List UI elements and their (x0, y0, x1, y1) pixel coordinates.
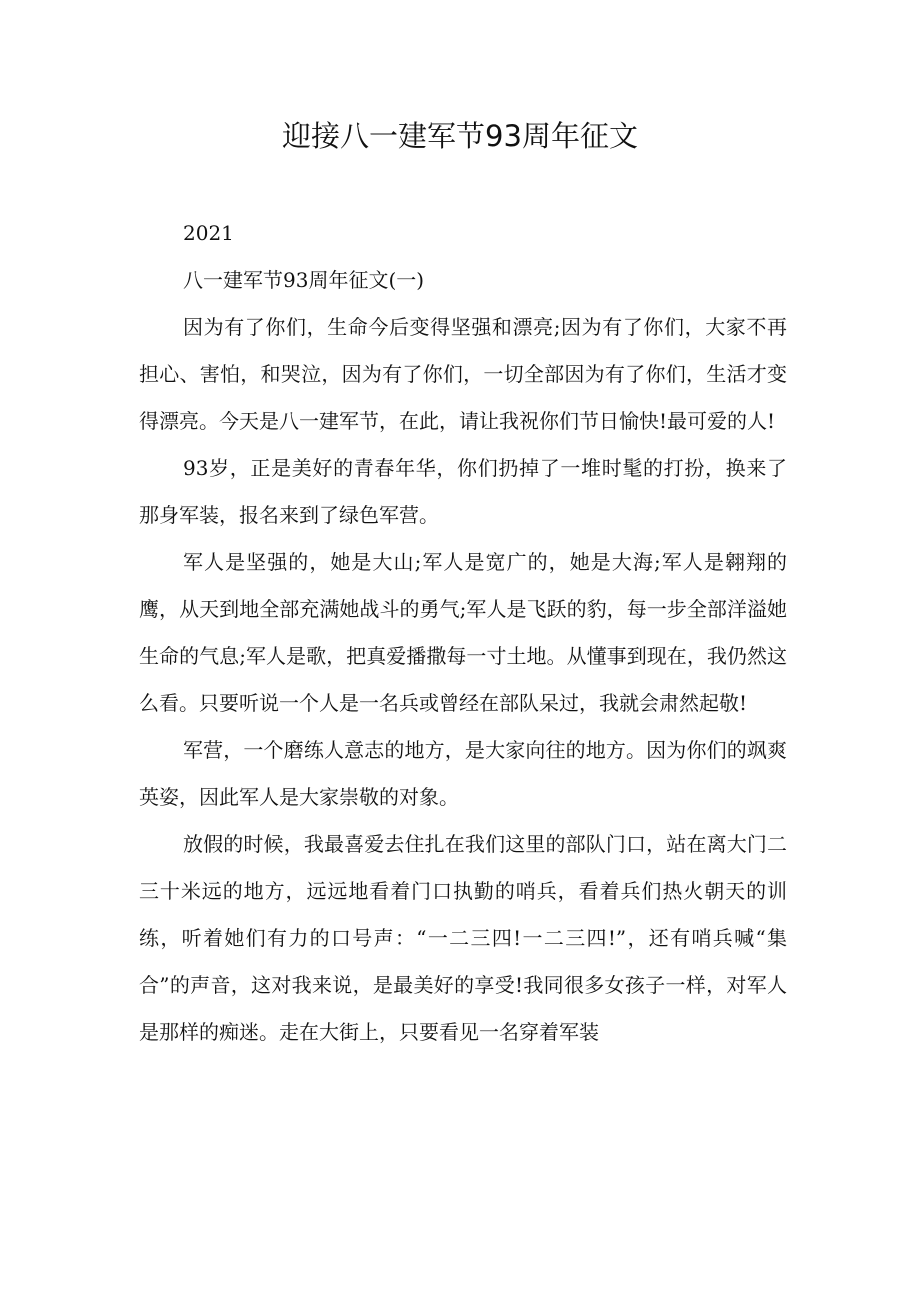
paragraph: 93岁，正是美好的青春年华，你们扔掉了一堆时髦的打扮，换来了那身军装，报名来到了绿色军营。 (139, 456, 787, 527)
paragraph-year: 2021 (183, 221, 234, 245)
paragraph: 军营，一个磨练人意志的地方，是大家向往的地方。因为你们的飒爽英姿，因此军人是大家崇敬的对象。 (139, 738, 787, 809)
document-body (139, 210, 787, 1056)
paragraph: 放假的时候，我最喜爱去住扎在我们这里的部队门口，站在离大门二三十米远的地方，远远地看着门口执勤的哨兵，看着兵们热火朝天的训练，听着她们有力的口号声：“一二三四!一二三四!”，还有哨兵喊“集合”的声音，这对我来说，是最美好的享受!我同很多女孩子一样，对军人是那样的痴迷。走在大街上，只要看见一名穿着军装 (139, 832, 787, 1044)
paragraph: 因为有了你们，生命今后变得坚强和漂亮;因为有了你们，大家不再担心、害怕，和哭泣，因为有了你们，一切全部因为有了你们，生活才变得漂亮。今天是八一建军节，在此，请让我祝你们节日愉快!最可爱的人! (139, 315, 787, 433)
document-title: 迎接八一建军节93周年征文 (282, 119, 638, 153)
paragraph: 军人是坚强的，她是大山;军人是宽广的，她是大海;军人是翱翔的鹰，从天到地全部充满她战斗的勇气;军人是飞跃的豹，每一步全部洋溢她生命的气息;军人是歌，把真爱播撒每一寸土地。从懂事到现在，我仍然这么看。只要听说一个人是一名兵或曾经在部队呆过，我就会肃然起敬! (139, 550, 787, 715)
paragraph-subtitle: 八一建军节93周年征文(一) (183, 268, 425, 292)
